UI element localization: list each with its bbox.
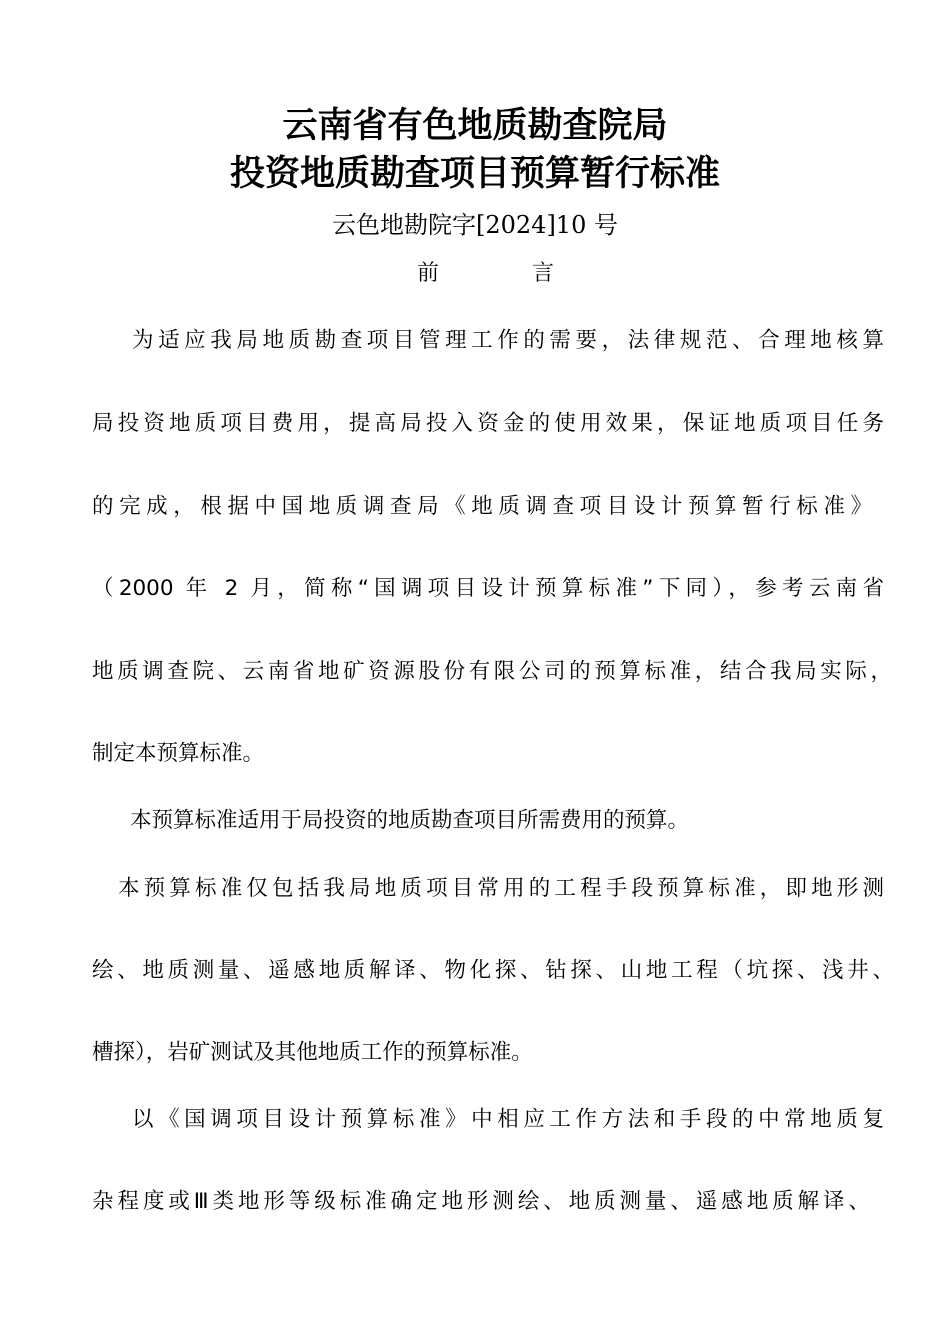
paragraph-3-line-1: 本预算标准仅包括我局地质项目常用的工程手段预算标准，即地形测 xyxy=(118,876,884,901)
preface-heading-char-1: 前 xyxy=(417,261,440,286)
paragraph-1-line-5: 地质调查院、云南省地矿资源股份有限公司的预算标准，结合我局实际， xyxy=(92,659,892,684)
paragraph-4-line-2: 杂程度或Ⅲ类地形等级标准确定地形测绘、地质测量、遥感地质解译、 xyxy=(92,1189,870,1214)
paragraph-1-line-2: 局投资地质项目费用，提高局投入资金的使用效果，保证地质项目任务 xyxy=(92,411,884,436)
paragraph-3-line-3: 槽探），岩矿测试及其他地质工作的预算标准。 xyxy=(92,1040,533,1065)
document-title-line-2: 投资地质勘查项目预算暂行标准 xyxy=(229,154,720,194)
paragraph-3-line-2: 绘、地质测量、遥感地质解译、物化探、钻探、山地工程（坑探、浅井、 xyxy=(92,958,894,983)
document-number: 云色地勘院字[2024]10 号 xyxy=(332,211,618,239)
paragraph-1-line-3: 的完成，根据中国地质调查局《地质调查项目设计预算暂行标准》 xyxy=(92,494,872,519)
document-title-line-1: 云南省有色地质勘查院局 xyxy=(282,106,668,146)
paragraph-1-line-6: 制定本预算标准。 xyxy=(92,741,265,766)
paragraph-2-line-1: 本预算标准适用于局投资的地质勘查项目所需费用的预算。 xyxy=(130,808,690,833)
paragraph-1-line-1: 为适应我局地质勘查项目管理工作的需要，法律规范、合理地核算 xyxy=(132,328,884,353)
paragraph-1-line-4: （2000 年 2 月，简称“国调项目设计预算标准”下同），参考云南省 xyxy=(92,576,884,601)
preface-heading-char-2: 言 xyxy=(532,261,555,286)
paragraph-4-line-1: 以《国调项目设计预算标准》中相应工作方法和手段的中常地质复 xyxy=(132,1107,884,1132)
